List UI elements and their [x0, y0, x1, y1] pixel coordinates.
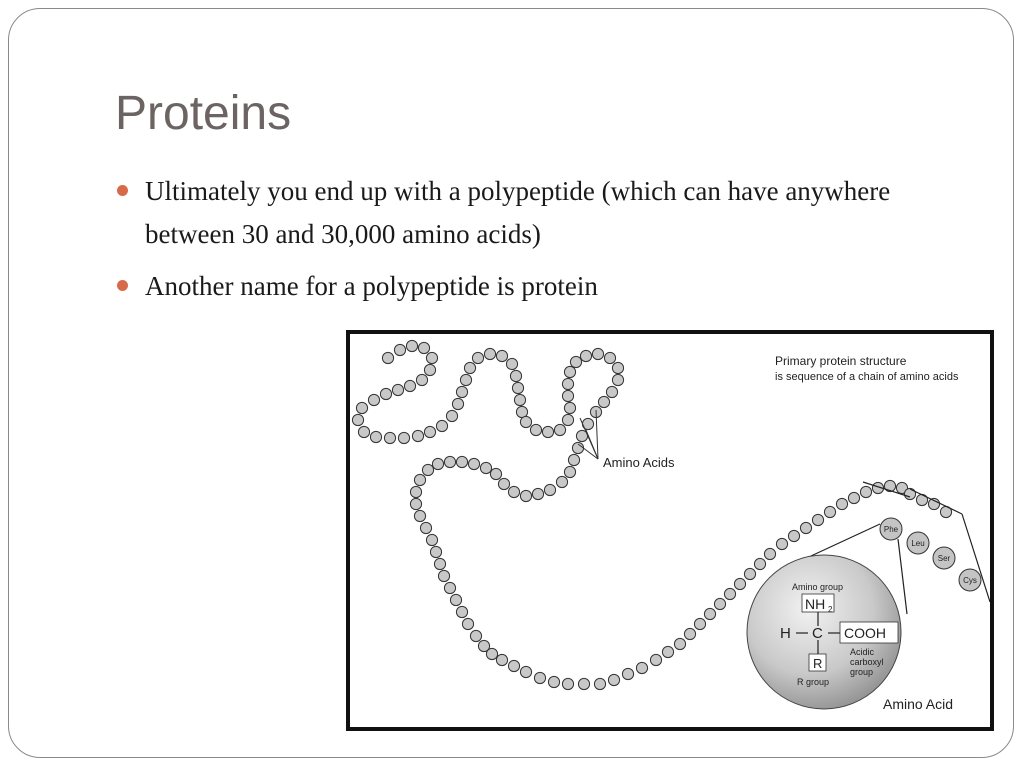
- amino-acid-bead: [480, 462, 491, 473]
- amino-acid-bead: [414, 510, 425, 521]
- amino-acid-bead: [704, 608, 715, 619]
- amino-acid-bead: [424, 426, 435, 437]
- amino-acid-bead: [904, 488, 915, 499]
- amino-acid-bead: [812, 514, 823, 525]
- bullet-dot-icon: [117, 280, 128, 291]
- residue-ser: Ser: [937, 554, 951, 563]
- amino-acid-bead: [394, 344, 405, 355]
- amino-acid-bead: [598, 396, 609, 407]
- residue-leu: Leu: [911, 539, 925, 548]
- h-atom: H: [780, 625, 791, 642]
- bullet-text: Another name for a polypeptide is protein: [145, 271, 598, 301]
- amino-acid-bead: [416, 374, 427, 385]
- amino-acid-bead: [412, 430, 423, 441]
- amino-acid-bead: [432, 458, 443, 469]
- bullet-list: [117, 170, 937, 317]
- amino-acid-bead: [426, 534, 437, 545]
- amino-acid-bead: [684, 628, 695, 639]
- amino-acid-bead: [444, 456, 455, 467]
- amino-acid-bead: [554, 424, 565, 435]
- amino-acid-bead: [530, 424, 541, 435]
- caption-line-2: is sequence of a chain of amino acids: [775, 371, 959, 383]
- amino-acid-bead: [604, 352, 615, 363]
- amino-acid-bead: [510, 370, 521, 381]
- amino-acid-bead: [418, 342, 429, 353]
- amino-acid-bead: [570, 356, 581, 367]
- amino-acid-bead: [836, 498, 847, 509]
- amino-acid-bead: [608, 674, 619, 685]
- amino-acid-bead: [472, 352, 483, 363]
- amino-acid-bead: [496, 350, 507, 361]
- bullet-item: [117, 170, 937, 256]
- amino-acid-bead: [384, 432, 395, 443]
- amino-acid-bead: [490, 468, 501, 479]
- amino-acid-bead: [580, 350, 591, 361]
- amino-acid-bead: [694, 618, 705, 629]
- amino-acid-bead: [456, 386, 467, 397]
- cooh-label: COOH: [844, 625, 886, 641]
- amino-acid-bead: [754, 558, 765, 569]
- amino-acid-bead: [392, 384, 403, 395]
- amino-acid-bead: [460, 374, 471, 385]
- acidic-line-3: group: [850, 667, 874, 677]
- amino-acid-bead: [520, 666, 531, 677]
- slide-title: Proteins: [115, 87, 292, 140]
- bullet-item: [117, 265, 937, 308]
- amino-acid-bead: [800, 522, 811, 533]
- amino-acid-bead: [568, 454, 579, 465]
- amino-acid-bead: [562, 414, 573, 425]
- amino-acid-bead: [848, 492, 859, 503]
- amino-acid-bead: [532, 488, 543, 499]
- amino-acid-bead: [406, 340, 417, 351]
- amino-acid-bead: [520, 490, 531, 501]
- amino-acid-bead: [380, 388, 391, 399]
- amino-acid-bead: [612, 362, 623, 373]
- protein-structure-figure: [346, 330, 994, 731]
- amino-acid-bead: [512, 382, 523, 393]
- amino-acid-bead: [662, 646, 673, 657]
- amino-acid-bead: [422, 464, 433, 475]
- acidic-line-2: carboxyl: [850, 657, 884, 667]
- caption-line-1: Primary protein structure: [775, 354, 907, 368]
- amino-acid-bead: [714, 598, 725, 609]
- r-group-label: R group: [797, 677, 830, 687]
- r-label: R: [813, 656, 823, 671]
- amino-acid-bead: [650, 654, 661, 665]
- amino-group-label: Amino group: [792, 582, 844, 592]
- amino-acid-bead: [548, 676, 559, 687]
- amino-acids-label: Amino Acids: [603, 455, 675, 470]
- amino-acid-bead: [496, 654, 507, 665]
- amino-acid-bead: [436, 420, 447, 431]
- amino-acid-bead: [368, 394, 379, 405]
- amino-acid-bead: [356, 402, 367, 413]
- amino-acid-bead: [636, 662, 647, 673]
- amino-acid-bead: [622, 668, 633, 679]
- acidic-line-1: Acidic: [850, 647, 875, 657]
- amino-acid-bead: [674, 638, 685, 649]
- residue-phe: Phe: [883, 525, 899, 534]
- amino-acid-bead: [358, 426, 369, 437]
- amino-acid-bead: [468, 458, 479, 469]
- amino-acid-bead: [410, 498, 421, 509]
- protein-diagram: [350, 334, 990, 727]
- amino-acid-bead: [434, 558, 445, 569]
- amino-acid-bead: [562, 678, 573, 689]
- amino-acid-bead: [578, 678, 589, 689]
- amino-acid-bead: [438, 570, 449, 581]
- amino-acid-bead: [506, 358, 517, 369]
- residue-cys: Cys: [963, 576, 977, 585]
- amino-acid-bead: [456, 456, 467, 467]
- amino-acid-bead: [860, 486, 871, 497]
- bullet-text: Ultimately you end up with a polypeptide (which can have anywhere between 30 and 30,000 amino acids): [145, 176, 891, 249]
- amino-acid-bead: [446, 410, 457, 421]
- amino-acid-bead: [534, 672, 545, 683]
- amino-acid-bead: [764, 548, 775, 559]
- amino-acid-bead: [724, 588, 735, 599]
- amino-acid-bead: [606, 386, 617, 397]
- amino-acid-bead: [456, 606, 467, 617]
- amino-acid-bead: [486, 648, 497, 659]
- amino-acid-bead: [520, 416, 531, 427]
- amino-acid-bead: [426, 352, 437, 363]
- amino-acid-bead: [452, 398, 463, 409]
- amino-acid-bead: [450, 594, 461, 605]
- nh2-label: NH: [805, 596, 826, 612]
- amino-acid-bead: [420, 522, 431, 533]
- amino-acid-bead: [508, 486, 519, 497]
- amino-acid-bead: [542, 426, 553, 437]
- labelled-residues: [880, 518, 981, 591]
- amino-acid-bead: [594, 678, 605, 689]
- amino-acid-bead: [444, 582, 455, 593]
- nh2-subscript: 2: [828, 605, 833, 614]
- amino-acid-bead: [556, 476, 567, 487]
- amino-acid-bead: [352, 414, 363, 425]
- amino-acid-bead: [564, 402, 575, 413]
- amino-acid-bead: [514, 394, 525, 405]
- amino-acid-bead: [788, 530, 799, 541]
- amino-acid-bead: [612, 374, 623, 385]
- amino-acid-label: Amino Acid: [883, 696, 954, 712]
- amino-acid-bead: [430, 546, 441, 557]
- amino-acid-bead: [562, 390, 573, 401]
- amino-acid-bead: [564, 366, 575, 377]
- amino-acid-bead: [824, 506, 835, 517]
- amino-acid-bead: [484, 348, 495, 359]
- amino-acid-bead: [470, 630, 481, 641]
- amino-acid-bead: [744, 568, 755, 579]
- amino-acid-bead: [776, 538, 787, 549]
- amino-acid-bead: [592, 348, 603, 359]
- amino-acid-bead: [734, 578, 745, 589]
- amino-acid-bead: [562, 378, 573, 389]
- c-atom: C: [812, 625, 823, 642]
- amino-acid-bead: [404, 380, 415, 391]
- amino-acid-bead: [398, 432, 409, 443]
- bullet-dot-icon: [117, 185, 128, 196]
- amino-acid-bead: [498, 478, 509, 489]
- amino-acid-bead: [462, 618, 473, 629]
- amino-acid-bead: [464, 362, 475, 373]
- amino-acid-bead: [424, 364, 435, 375]
- amino-acid-bead: [544, 484, 555, 495]
- amino-acid-bead: [508, 660, 519, 671]
- amino-acid-bead: [382, 352, 393, 363]
- amino-acid-bead: [370, 431, 381, 442]
- amino-acid-bead: [414, 474, 425, 485]
- amino-acid-bead: [410, 486, 421, 497]
- amino-acid-bead: [564, 466, 575, 477]
